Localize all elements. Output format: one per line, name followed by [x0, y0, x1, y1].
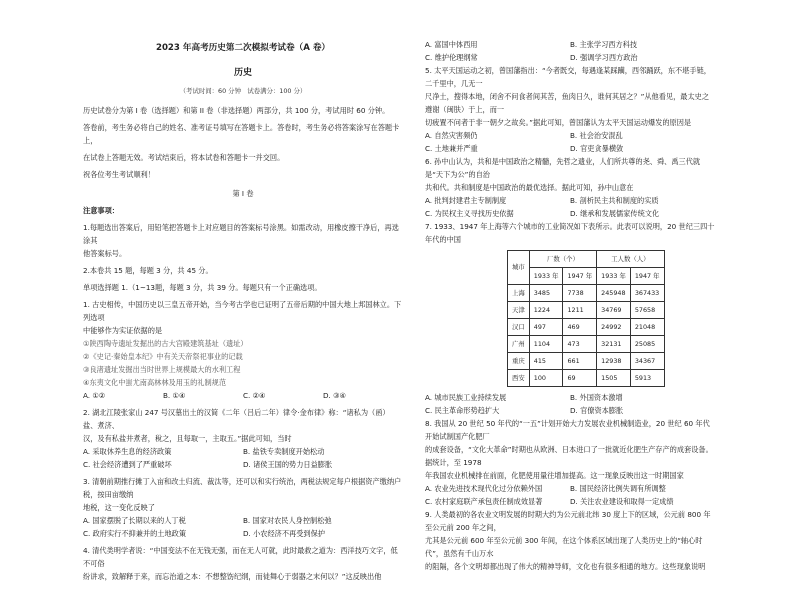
question-stem: 纷讲求，致解释于来，而忘治道之本：不想整饬纪纲，而徒舞心于弱器之末何以？”这反映出他: [83, 572, 382, 581]
answer-options: [425, 207, 715, 220]
table-cell: 497: [529, 319, 563, 336]
option-b[interactable]: B. ①④: [163, 391, 186, 400]
notice-line: 他答案标号。: [83, 249, 127, 258]
table-row: [508, 319, 665, 336]
option-d[interactable]: D. 官僚资本膨胀: [570, 406, 624, 415]
intro-line: 历史试卷分为第 I 卷（选择题）和第 II 卷（非选择题）两部分，共 100 分，考试用时 60 分钟。: [83, 106, 390, 115]
question-stem: 8. 我国从 20 世纪 50 年代的“一五”计划开始大力发展农业机械制造业，20 世纪 60 年代开始试制国产化肥厂: [425, 419, 710, 441]
table-header-year: 1947 年: [563, 268, 597, 285]
subject-heading: 历史: [233, 68, 252, 78]
question-stem: 4. 清代类明学者说：“中国变法不在无钱无强，而在无人可就，此时最救之道为：西洋技巧文字，低不可俗: [83, 546, 398, 568]
intro-line: 在试卷上答题无效。考试结束后，将本试卷和答题卡一并交回。: [83, 153, 285, 162]
option-d[interactable]: D. 官吏贪暴横敛: [570, 144, 624, 153]
option-b[interactable]: B. 社会治安混乱: [570, 131, 623, 140]
intro-line: 祝各位考生考试顺利！: [83, 170, 155, 179]
answer-options: [425, 142, 715, 155]
option-d[interactable]: D. ③④: [323, 391, 346, 400]
option-c[interactable]: C. 土地兼并严重: [425, 144, 478, 153]
question-item: ②《史记·秦始皇本纪》中有关天帝祭祀事业的记载: [83, 352, 243, 361]
question-stem: 共和代。共和制度是中国政治的最优选择。据此可知，孙中山意在: [425, 183, 634, 192]
answer-options: [425, 495, 715, 508]
question-stem: 的阻隔，各个文明却都出现了伟大的精神导师，文化也有很多相通的地方。这些现象说明: [425, 562, 706, 571]
question-stem: 7. 1933、1947 年上海等六个城市的工业简况如下表所示。此表可以说明，20 世纪三四十年代的中国: [425, 222, 715, 244]
option-d[interactable]: D. 小农经济不再受到保护: [243, 529, 325, 538]
answer-options: [83, 445, 403, 458]
table-header-workers: 工人数（人）: [597, 251, 664, 268]
table-cell: 473: [563, 336, 597, 353]
question-stem: 1. 古史相传，中国历史以三皇五帝开始，当今考古学也已证明了五帝后期的中国大地上邦国林立。下列选项: [83, 300, 402, 322]
table-cell: 1211: [563, 302, 597, 319]
section-heading: 第 I 卷: [232, 189, 254, 198]
right-column: [425, 38, 715, 600]
question-stem: 地税，这一变化反映了: [83, 503, 155, 512]
table-cell: 1224: [529, 302, 563, 319]
question-stem: 2. 湖北江陵张家山 247 号汉墓出土的汉简《二年（吕后二年）律令·金布律》称：“诸私为（函）盐、煮济、: [83, 408, 390, 430]
table-cell: 32131: [597, 336, 631, 353]
option-a[interactable]: A. 采取休养生息的经济政策: [83, 447, 172, 456]
option-b[interactable]: B. 国民经济比例失调有所调整: [570, 484, 666, 493]
table-cell: 25085: [630, 336, 664, 353]
question-6: [425, 155, 715, 220]
question-7: [425, 220, 715, 417]
option-a[interactable]: A. 城市民族工业持续发展: [425, 393, 507, 402]
answer-options: [425, 482, 715, 495]
option-d[interactable]: D. 关注农业建设和取得一定成绩: [570, 497, 674, 506]
answer-options: [83, 514, 403, 527]
answer-options: [83, 458, 403, 471]
table-cell: 469: [563, 319, 597, 336]
answer-options: [425, 404, 715, 417]
option-b[interactable]: B. 主张学习西方科技: [570, 40, 638, 49]
table-row: [508, 302, 665, 319]
table-cell: 24992: [597, 319, 631, 336]
question-stem: 3. 清朝前期推行摊丁入亩和改土归流、裁汰等，还可以和实行统治，两税法规定每户根据资产缴纳户税，按田亩缴纳: [83, 477, 402, 499]
question-stem: 尤其是公元前 600 年至公元前 300 年间，在这个体系区域出现了人类历史上的“轴心时代”，虽然有千山万水: [425, 536, 703, 558]
exam-title: 2023 年高考历史第二次模拟考试卷（A 卷）: [155, 43, 331, 53]
notice-line: 单项选择题 1.（1~13题，每题 3 分，共 39 分。每题只有一个正确选项。: [83, 283, 322, 292]
notice-line: 2.本卷共 15 题，每题 3 分，共 45 分。: [83, 266, 213, 275]
intro-line: 答卷前，考生务必将自己的姓名、准考证号填写在答题卡上。答卷时，考生务必将答案涂写在答题卡上，: [83, 123, 400, 145]
question-5: [425, 64, 715, 155]
table-cell: 重庆: [508, 353, 530, 370]
table-cell: 西安: [508, 370, 530, 387]
option-b[interactable]: B. 盐铁专卖制度开始松动: [243, 447, 325, 456]
table-cell: 34769: [597, 302, 631, 319]
question-item: ④东夷文化中蚩尤南高林林及用玉的礼制规范: [83, 378, 227, 387]
table-row: [508, 285, 665, 302]
question-2: [83, 406, 403, 471]
table-row: [508, 336, 665, 353]
option-b[interactable]: B. 国家对农民人身控制松弛: [243, 516, 332, 525]
question-1: [83, 298, 403, 402]
answer-options: [425, 38, 715, 51]
table-header-row: [508, 251, 665, 268]
question-stem: 年我国农业机械排在前面，化肥使用量往增加提高。这一现象反映出这一时期国家: [425, 471, 684, 480]
question-stem: 6. 孙中山认为，共和是中国政治之精髓，先哲之遗业，人们所共尊的尧、舜、禹三代就是“天下为公”的自治: [425, 157, 701, 179]
table-cell: 1104: [529, 336, 563, 353]
option-c[interactable]: C. 为民权主义寻找历史依据: [425, 209, 514, 218]
option-a[interactable]: A. 批判封建君主专制制度: [425, 196, 507, 205]
option-c[interactable]: C. 社会经济遭到了严重破坏: [83, 460, 172, 469]
exam-meta: （考试时间：60 分钟 试卷满分：100 分）: [179, 87, 307, 95]
table-cell: 3485: [529, 285, 563, 302]
industry-table: [507, 250, 665, 387]
option-d[interactable]: D. 继承和发展儒家传统文化: [570, 209, 660, 218]
option-d[interactable]: D. 强调学习西方政治: [570, 53, 638, 62]
table-header-row: [508, 268, 665, 285]
question-stem: 5. 太平天国运动之初，曾国藩指出：“今者既交，每遇逢某踩躏，西邻踊跃，东不堪手链，二千里中，几无一: [425, 66, 711, 88]
answer-options: [425, 51, 715, 64]
table-cell: 上海: [508, 285, 530, 302]
answer-options: [425, 194, 715, 207]
question-stem: 9. 人类最初的各农业文明发展的时期大约为公元前北纬 30 度上下的区域，公元前 800 年至公元前 200 年之间，: [425, 510, 711, 532]
question-stem: 切疲置不问者于非一朝夕之故矣。”据此可知，曾国藩认为太平天国运动爆发的原因是: [425, 118, 692, 127]
table-cell: 1505: [597, 370, 631, 387]
table-header-factories: 厂数（个）: [529, 251, 596, 268]
table-cell: 69: [563, 370, 597, 387]
table-row: [508, 353, 665, 370]
table-cell: 245948: [597, 285, 631, 302]
question-3: [83, 475, 403, 540]
table-header-year: 1933 年: [597, 268, 631, 285]
option-b[interactable]: B. 外国资本激增: [570, 393, 623, 402]
table-row: [508, 370, 665, 387]
table-cell: 34367: [630, 353, 664, 370]
left-column: [83, 0, 403, 581]
table-cell: 12938: [597, 353, 631, 370]
answer-options: [83, 389, 403, 402]
table-cell: 广州: [508, 336, 530, 353]
question-stem: 中能够作为实证依据的是: [83, 326, 163, 335]
table-cell: 100: [529, 370, 563, 387]
option-c[interactable]: C. ②④: [243, 391, 266, 400]
table-cell: 21048: [630, 319, 664, 336]
option-a[interactable]: A. 农业先进技术现代化过分依赖外国: [425, 484, 543, 493]
table-header-year: 1947 年: [630, 268, 664, 285]
option-a[interactable]: A. 国家摆脱了长期以来的人丁税: [83, 516, 186, 525]
option-b[interactable]: B. 剖析民主共和制度的实质: [570, 196, 659, 205]
notice-title: 注意事项：: [83, 206, 119, 215]
table-cell: 415: [529, 353, 563, 370]
table-header-year: 1933 年: [529, 268, 563, 285]
option-c[interactable]: C. 政府实行不抑兼并的土地政策: [83, 529, 187, 538]
table-cell: 57658: [630, 302, 664, 319]
question-item: ③良渚遗址发掘出当时世界上规模最大的水利工程: [83, 365, 241, 374]
question-9: [425, 508, 715, 573]
option-a[interactable]: A. ①②: [83, 391, 106, 400]
question-stem: 汉，及有私盐井煮者，稅之，且每取一，主取五。”据此可知，当时: [83, 434, 292, 443]
question-item: ①陕西陶寺遗址发掘出的古大宫殿建筑基址（遗址）: [83, 339, 248, 348]
intro-block: [83, 104, 403, 181]
answer-options: [83, 527, 403, 540]
question-8: [425, 417, 715, 508]
table-cell: 7738: [563, 285, 597, 302]
question-stem: 的成套设备，“文化大革命”时期也从欧洲、日本进口了一批就近化肥生产存产的成套设备。据统计，至 1978: [425, 445, 713, 467]
notice-block: [83, 221, 403, 294]
table-cell: 天津: [508, 302, 530, 319]
answer-options: [425, 129, 715, 142]
option-a[interactable]: A. 自然灾害频仍: [425, 131, 478, 140]
question-stem: 尺净土，搜得本地，闭舍不问食者间其苦，鱼肉日久，谁何其居之？”从他看见，最太史之遵谢（闽肤）于上，而一: [425, 92, 710, 114]
option-c[interactable]: C. 农村家庭联产承包责任制成效显著: [425, 497, 543, 506]
table-cell: 661: [563, 353, 597, 370]
option-c[interactable]: C. 民主革命形势趋扩大: [425, 406, 500, 415]
table-header-city: 城市: [508, 251, 530, 285]
table-cell: 5913: [630, 370, 664, 387]
option-d[interactable]: D. 诸侯王国的势力日益膨胀: [243, 460, 333, 469]
notice-line: 1.每题选出答案后，用铅笔把答题卡上对应题目的答案标号涂黑。如需改动，用橡皮擦干净后，再选涂其: [83, 223, 399, 245]
table-cell: 汉口: [508, 319, 530, 336]
answer-options: [425, 391, 715, 404]
option-c[interactable]: C. 维护伦理纲常: [425, 53, 478, 62]
question-4: [83, 544, 403, 583]
table-cell: 367433: [630, 285, 664, 302]
option-a[interactable]: A. 富国中体西用: [425, 40, 478, 49]
